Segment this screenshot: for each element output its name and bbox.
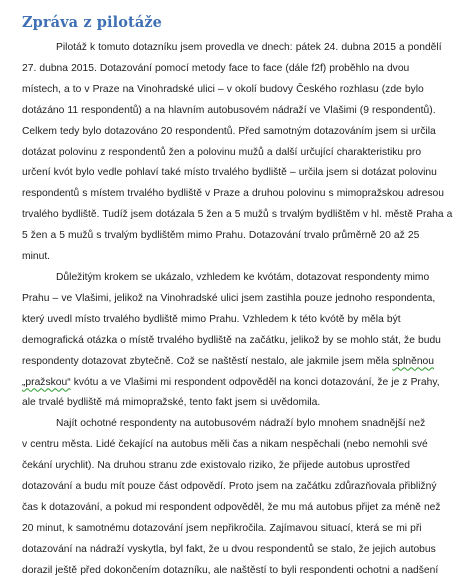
document-heading: Zpráva z pilotáže [22, 14, 162, 31]
text-line: který uvedl místo trvalého bydliště mimo Prahu. Vzhledem k této kvótě by měla být [22, 313, 401, 325]
spellcheck-marked-word[interactable]: splněnou [392, 355, 435, 367]
text-line: v centru města. Lidé čekající na autobus měli čas a nikam nespěchali (nebo nemohli své [22, 439, 428, 451]
text-line: dotazování na nádraží vyskytla, byl fakt, že u dvou respondentů se stalo, že jejich autobus [22, 543, 436, 555]
text-fragment: kvótu a ve Vlašimi mi respondent odpověděl na konci dotazování, že je z Prahy, [70, 376, 440, 388]
text-fragment: respondenty dotazovat zbytečně. Což se naštěstí nestalo, ale jakmile jsem měla [22, 355, 393, 367]
text-line: Prahu – ve Vlašimi, jelikož na Vinohradské ulici jsem zastihla pouze jednoho respondenta, [22, 292, 436, 304]
text-line: demografická otázka o místě trvalého bydliště na začátku, jelikož by se mohlo stát, že budu [22, 334, 441, 346]
text-line: trvalého bydliště. Tudíž jsem dotázala 5 žen a 5 mužů s trvalým bydlištěm v hl. městě Praha a [22, 209, 453, 221]
text-line: ale trvalé bydliště má mimopražské, tento fakt jsem si uvědomila. [22, 397, 321, 409]
text-line: dotázáno 11 respondentů) a na hlavním autobusovém nádraží ve Vlašimi (9 respondentů). [22, 104, 436, 116]
text-line: dotázat polovinu z respondentů žen a polovinu mužů a další určující charakteristiku pro [22, 146, 422, 158]
text-line: Celkem tedy bylo dotazováno 20 respondentů. Před samotným dotazováním jsem si určila [22, 125, 436, 137]
text-line: čas k dotazování, a pokud mi respondent odpověděl, že mu má autobus přijet za méně než [22, 501, 441, 513]
text-line: dorazil ještě před dokončením dotazníku, ale naštěstí to byli respondenti ochotni a nadšení [22, 564, 439, 576]
text-line: minut. [22, 251, 51, 263]
text-line: Najít ochotné respondenty na autobusovém nádraží bylo mnohem snadnější než [56, 418, 426, 430]
text-line-with-spellcheck [22, 352, 442, 373]
text-line: čekání urychlit). Na druhou stranu zde existovalo riziko, že přijede autobus uprostřed [22, 460, 410, 472]
text-line: 20 minut, k samotnému dotazování jsem nepřikročila. Zajímavou situací, která se mi při [22, 522, 422, 534]
paragraph-quota-notes [22, 268, 442, 414]
paragraph-bus-station [22, 414, 442, 577]
text-line: 27. dubna 2015. Dotazování pomocí metody face to face (dále f2f) proběhlo na dvou [22, 62, 410, 74]
text-line: Důležitým krokem se ukázalo, vzhledem ke kvótám, dotazovat respondenty mimo [56, 271, 430, 283]
paragraph-pilot-intro [22, 38, 453, 268]
text-line: respondentů s místem trvalého bydliště v Praze a druhou polovinu s mimopražskou adresou [22, 188, 444, 200]
spellcheck-marked-word[interactable]: „pražskou“ [22, 376, 71, 388]
text-line: dotazování a budu mít pouze část odpovědí. Proto jsem na začátku zdůrazňovala přibližný [22, 481, 437, 493]
text-line-with-spellcheck [22, 373, 442, 394]
text-line: 5 žen a 5 mužů s trvalým bydlištěm mimo Prahu. Dotazování trvalo průměrně 20 až 25 [22, 230, 420, 242]
text-line: místech, a to v Praze na Vinohradské ulici – v okolí budovy Českého rozhlasu (zde bylo [22, 83, 424, 95]
text-line: Pilotáž k tomuto dotazníku jsem provedla ve dnech: pátek 24. dubna 2015 a pondělí [56, 42, 442, 53]
text-line: určení kvót bylo vedle pohlaví také místo trvalého bydliště – určila jsem si dotázat polovinu [22, 167, 437, 179]
